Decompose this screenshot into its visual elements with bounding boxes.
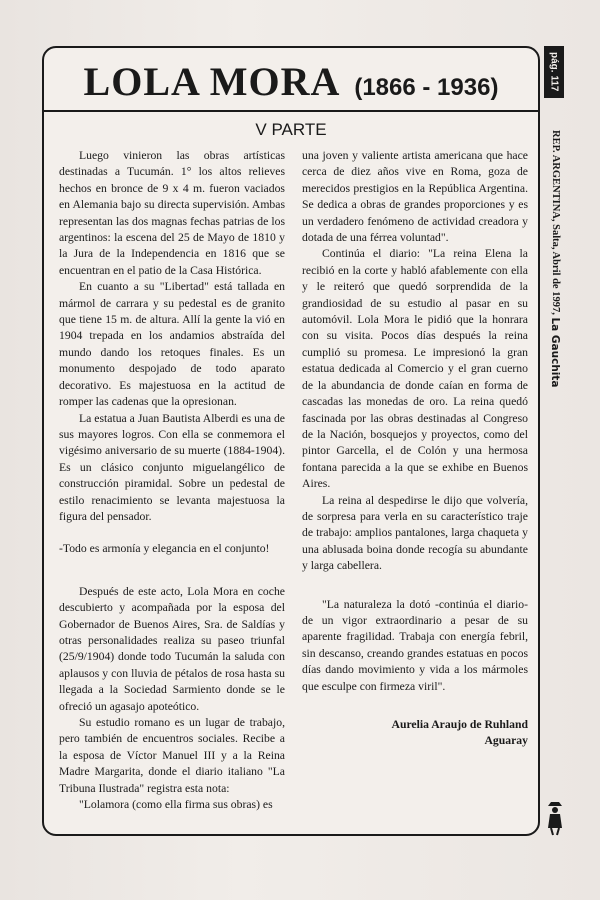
paragraph: Continúa el diario: "La reina Elena la recibió en la corte y habló afablemente con ella y le reiteró que quedó sorprendida de la grandiosidad de su estudio al pasar en su automóvil. Lola Mora le pidió que la honrara con su visita. Pocos días después la reina cumplió su promesa. Le impresionó la gran estatua dedicada al Comercio y el gran cuerno de la abundancia de donde caían en forma de cascadas las monedas de oro. La reina quedó fascinada por las obras destinadas al Congreso de la Nación, bosquejos y proyectos, como del pintor Garcella, el de Colón y una hermosa fontana parecida a la que se exhibe en Buenos Aires. (302, 247, 528, 491)
paragraph: "Lolamora (como ella firma sus obras) es (79, 798, 273, 812)
article-header (44, 58, 538, 105)
right-column (302, 148, 528, 750)
publication-line (547, 130, 563, 388)
paragraph: Su estudio romano es un lugar de trabajo, pero también de encuentros sociales. Recibe a la esposa de Víctor Manuel III y a la Reina Madre Margarita, donde el diario italiano "La Tribuna Ilustrada" registra esta nota: (59, 716, 285, 795)
signature (302, 717, 528, 750)
article-frame (42, 46, 540, 836)
article-title: LOLA MORA (83, 59, 341, 104)
left-column (59, 148, 285, 813)
article-part: V PARTE (255, 120, 327, 139)
article-dates: (1866 - 1936) (354, 74, 499, 101)
gaucho-logo-icon (544, 798, 566, 836)
paragraph: Después de este acto, Lola Mora en coche descubierto y acompañada por la esposa del Gobernador de Buenos Aires, Sra. de Saldías y otras personalidades realiza su paseo triunfal (25/9/1904) donde todo Tucumán la saluda con aplausos y con lluvia de pétalos de rosa hasta su llegada a la Sociedad Sarmiento donde se le ofreció un agasajo apoteótico. (59, 584, 285, 713)
title-divider (44, 110, 538, 112)
paragraph: Luego vinieron las obras artísticas destinadas a Tucumán. 1° los altos relieves hechos en bronce de 9 x 4 m. fueron vaciados en Alemania bajo su directa supervisión. Ambas representan las dos magnas fechas patrias de los argentinos: la escena del 25 de Mayo de 1810 y la Jura de la Independencia en 1816 que se encuentran en el patio de la Casa Histórica. (59, 149, 285, 277)
page-number-tab (544, 46, 564, 98)
publication-brand: La Gauchita (549, 317, 561, 388)
paragraph: una joven y valiente artista americana que hace cerca de diez años vive en Roma, goza de merecidos prestigios en la República Argentina. Se dedica a obras de grandes proporciones y es un verdadero fenómeno de actividad creadora y dotada de una férrea voluntad". (302, 149, 528, 245)
paragraph: "La naturaleza la dotó -continúa el diario- de un vigor extraordinario a pesar de su aparente fragilidad. Trabaja con energía febril, sin descanso, creando grandes estatuas en pocos días dando movimiento y vida a los mármoles que esculpe con firmeza viril". (302, 597, 528, 693)
paragraph: -Todo es armonía y elegancia en el conjunto! (59, 542, 270, 556)
paragraph: En cuanto a su "Libertad" está tallada en mármol de carrara y su pedestal es de granito que tiene 15 m. de altura. Allí la gente la vió en 1904 trepada en los andamios abstraída del mundo dando los retoques finales. Es un monumento despojado de todo aparato decorativo. Es majestuosa en la actitud de romper las cadenas que la opresionan. (59, 280, 285, 409)
author-name: Aurelia Araujo de Ruhland (391, 718, 528, 731)
paragraph: La reina al despedirse le dijo que volvería, de sorpresa para verla en su característico traje de trabajo: amplios pantalones, larga chaqueta y una ablusada boina donde recogía su abundante y larga cabellera. (302, 493, 528, 573)
publication-info: REP. ARGENTINA, Salta, Abril de 1997, (550, 130, 561, 315)
author-place: Aguaray (484, 734, 528, 748)
paragraph: La estatua a Juan Bautista Alberdi es una de sus mayores logros. Con ella se conmemora el vigésimo aniversario de su muerte (1884-1904). Es un clásico conjunto miguelangélico de construcción piramidal. Sobre un pedestal de estilo renacimiento se levanta majestuosa la figura del pensador. (59, 411, 285, 523)
page-number: pág. 117 (548, 52, 560, 92)
